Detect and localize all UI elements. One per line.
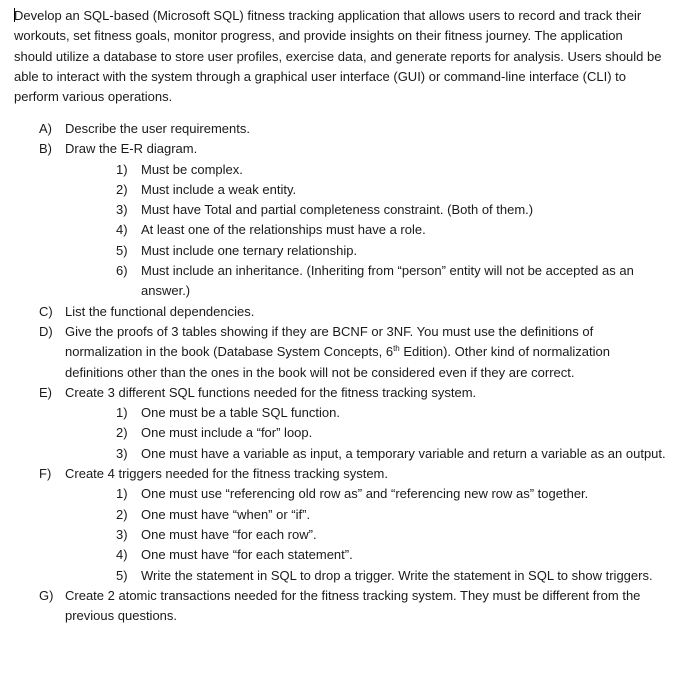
list-marker: E) <box>39 384 52 400</box>
list-item-f <box>0 464 668 484</box>
superscript: th <box>393 344 400 354</box>
sub-item-f4 <box>0 545 668 565</box>
intro-paragraph <box>14 6 664 107</box>
list-item-g <box>0 586 668 627</box>
list-item-e <box>0 383 668 403</box>
intro-text: Develop an SQL-based (Microsoft SQL) fitness tracking application that allows users to record and track their workouts, set fitness goals, monitor progress, and provide insights on their fitness journey. The application should utilize a database to store user profiles, exercise data, and generate reports for analysis. Users should be able to interact with the system through a graphical user interface (GUI) or command-line interface (CLI) to perform various operations. <box>14 8 662 105</box>
sub-marker: 1) <box>116 486 128 502</box>
sub-item-text: One must have “for each statement”. <box>141 547 353 563</box>
list-item-text: Describe the user requirements. <box>65 121 250 136</box>
list-item-c <box>0 302 668 322</box>
sub-item-b3 <box>0 200 668 220</box>
sub-item-f5 <box>0 566 668 586</box>
list-marker: G) <box>39 587 54 603</box>
list-marker: A) <box>39 121 52 136</box>
sub-item-f2 <box>0 505 668 525</box>
sub-marker: 2) <box>116 181 128 197</box>
list-item-b <box>0 139 668 159</box>
list-item-text <box>65 324 610 380</box>
sub-item-text: Must have Total and partial completeness constraint. (Both of them.) <box>141 202 534 218</box>
sub-marker: 6) <box>116 263 128 279</box>
list-marker: C) <box>39 303 53 319</box>
list-marker: F) <box>39 466 52 482</box>
sub-marker: 3) <box>116 202 128 218</box>
sub-item-b5 <box>0 241 668 261</box>
sub-item-text: One must have “for each row”. <box>141 526 317 542</box>
sub-item-text: One must include a “for” loop. <box>141 425 313 441</box>
list-item-text: Create 3 different SQL functions needed for the fitness tracking system. <box>65 384 477 400</box>
list-marker: B) <box>39 141 52 157</box>
sub-item-e2 <box>0 423 668 443</box>
sub-item-f1 <box>0 484 668 504</box>
sub-item-text: Must include a weak entity. <box>141 181 297 197</box>
text-after-superscript: Edition). Other kind of normalization definitions other than the ones in the book will not be considered even if they are correct. <box>65 344 611 380</box>
sub-marker: 2) <box>116 425 128 441</box>
sub-item-b1 <box>0 160 668 180</box>
sub-marker: 5) <box>116 567 128 583</box>
text-before-superscript: Give the proofs of 3 tables showing if they are BCNF or 3NF. You must use the definitions of normalization in the book (Database System Concepts, 6 <box>65 323 594 360</box>
requirements-list <box>0 119 679 626</box>
sub-marker: 5) <box>116 242 128 258</box>
sub-item-e1 <box>0 403 668 423</box>
sub-marker: 1) <box>116 161 128 177</box>
sub-marker: 3) <box>116 526 128 542</box>
sub-item-e3 <box>0 444 668 464</box>
sub-item-text: Must include an inheritance. (Inheriting from “person” entity will not be accepted as an answer.) <box>141 263 634 299</box>
sub-item-b4 <box>0 220 668 240</box>
sub-item-text: One must have “when” or “if”. <box>141 506 311 522</box>
sub-item-text: Write the statement in SQL to drop a trigger. Write the statement in SQL to show triggers. <box>141 567 653 583</box>
list-item-text: Create 4 triggers needed for the fitness tracking system. <box>65 466 388 482</box>
list-item-text: Create 2 atomic transactions needed for the fitness tracking system. They must be different from the previous questions. <box>65 587 641 624</box>
sub-marker: 1) <box>116 405 128 421</box>
sub-item-b2 <box>0 180 668 200</box>
sub-item-text: One must use “referencing old row as” and “referencing new row as” together. <box>141 486 589 502</box>
sub-marker: 2) <box>116 506 128 522</box>
sub-item-text: Must include one ternary relationship. <box>141 242 358 258</box>
list-item-text: List the functional dependencies. <box>65 303 255 319</box>
list-item-text: Draw the E-R diagram. <box>65 141 198 157</box>
sub-item-text: At least one of the relationships must have a role. <box>141 222 426 238</box>
sub-item-f3 <box>0 525 668 545</box>
list-marker: D) <box>39 323 53 339</box>
sub-marker: 3) <box>116 445 128 461</box>
list-item-a <box>0 119 668 139</box>
sub-item-b6 <box>0 261 668 302</box>
sub-item-text: One must have a variable as input, a temporary variable and return a variable as an output. <box>141 445 666 461</box>
sub-item-text: One must be a table SQL function. <box>141 405 340 421</box>
sub-marker: 4) <box>116 222 128 238</box>
sub-marker: 4) <box>116 547 128 563</box>
sub-item-text: Must be complex. <box>141 161 243 177</box>
list-item-d <box>0 322 668 383</box>
